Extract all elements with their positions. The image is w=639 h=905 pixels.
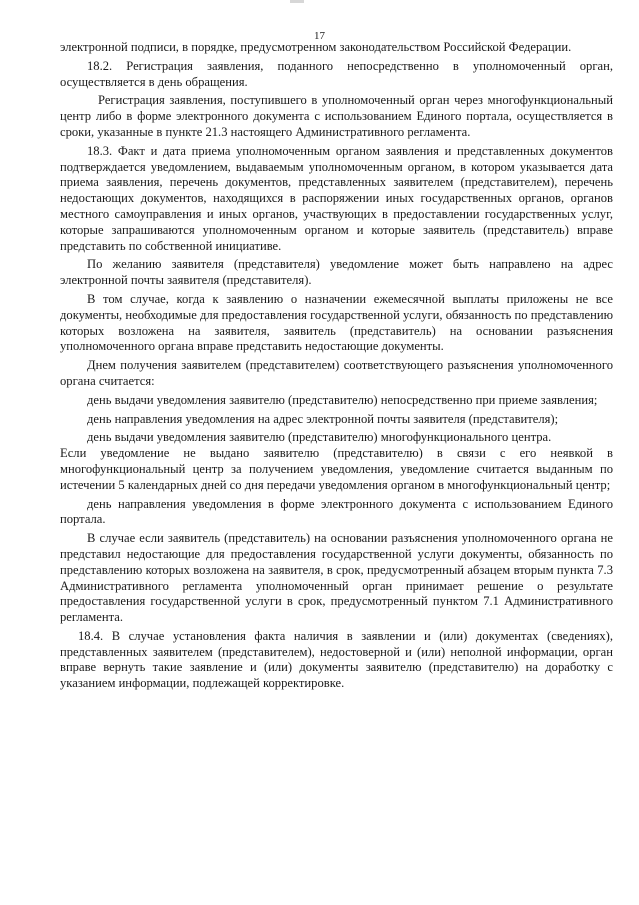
paragraph-18-4: 18.4. В случае установления факта наличия в заявлении и (или) документах (сведениях), представленных заявителем (представителем), недостоверной и (или) неполной информации, орган вправе вернуть такие заявление и (или) документы заявителю (представителю) на доработку с указанием информации, подлежащей корректировке. xyxy=(60,628,613,691)
scan-artifact xyxy=(290,0,304,3)
paragraph-18-3: 18.3. Факт и дата приема уполномоченным органом заявления и представленных документов подтверждается уведомлением, выдаваемым уполномоченным органом, в котором указывается дата приема заявления, перечень документов, представленных заявителем (представителем), перечень недостающих документов, находящихся в распоряжении иных государственных органов, органов местного самоуправления и иных органов, участвующих в предоставлении государственных услуг, которые запрашиваются уполномоченным органом и которые заявитель (представитель) вправе представить по собственной инициативе. xyxy=(60,143,613,253)
paragraph-no-show: Если уведомление не выдано заявителю (представителю) в связи с его неявкой в многофункциональный центр за получением уведомления, уведомление считается выданным по истечении 5 календарных дней со дня передачи уведомления органом в многофункциональный центр; xyxy=(60,446,613,492)
paragraph-18-2: 18.2. Регистрация заявления, поданного непосредственно в уполномоченный орган, осуществляется в день обращения. xyxy=(60,58,613,89)
paragraph-registration-mfc: Регистрация заявления, поступившего в уполномоченный орган через многофункциональный центр либо в форме электронного документа с использованием Единого портала, осуществляется в сроки, указанные в пункте 21.3 настоящего Административного регламента. xyxy=(60,93,613,139)
paragraph-email-notice: По желанию заявителя (представителя) уведомление может быть направлено на адрес электронной почты заявителя (представителя). xyxy=(60,257,613,288)
list-item-portal-day: день направления уведомления в форме электронного документа с использованием Единого портала. xyxy=(60,496,613,527)
paragraph-decision: В случае если заявитель (представитель) на основании разъяснения уполномоченного органа не представил недостающие для предоставления государственной услуги документы, обязанность по представлению которых возложена на заявителя, в срок, предусмотренный абзацем вторым пункта 7.3 Административного регламента уполномоченный орган принимает решение о результате предоставления государственной услуги в срок, предусмотренный пунктом 7.1 Административного регламента. xyxy=(60,531,613,625)
list-item-direct-issue: день выдачи уведомления заявителю (представителю) непосредственно при приеме заявления; xyxy=(87,392,598,407)
list-item-mfc-day: день выдачи уведомления заявителю (представителю) многофункционального центра. xyxy=(87,430,552,445)
document-body xyxy=(60,40,613,692)
page-number: 17 xyxy=(314,30,325,42)
list-item-email-day: день направления уведомления на адрес электронной почты заявителя (представителя); xyxy=(87,411,559,426)
paragraph-receipt-day: Днем получения заявителем (представителем) соответствующего разъяснения уполномоченного органа считается: xyxy=(60,358,613,388)
paragraph-missing-documents: В том случае, когда к заявлению о назначении ежемесячной выплаты приложены не все документы, необходимые для предоставления государственной услуги, обязанность по представлению которых возложена на заявителя, заявитель (представитель) на основании разъяснения уполномоченного органа вправе представить недостающие документы. xyxy=(60,291,613,354)
paragraph-continuation: электронной подписи, в порядке, предусмотренном законодательством Российской Федерации. xyxy=(60,40,572,54)
